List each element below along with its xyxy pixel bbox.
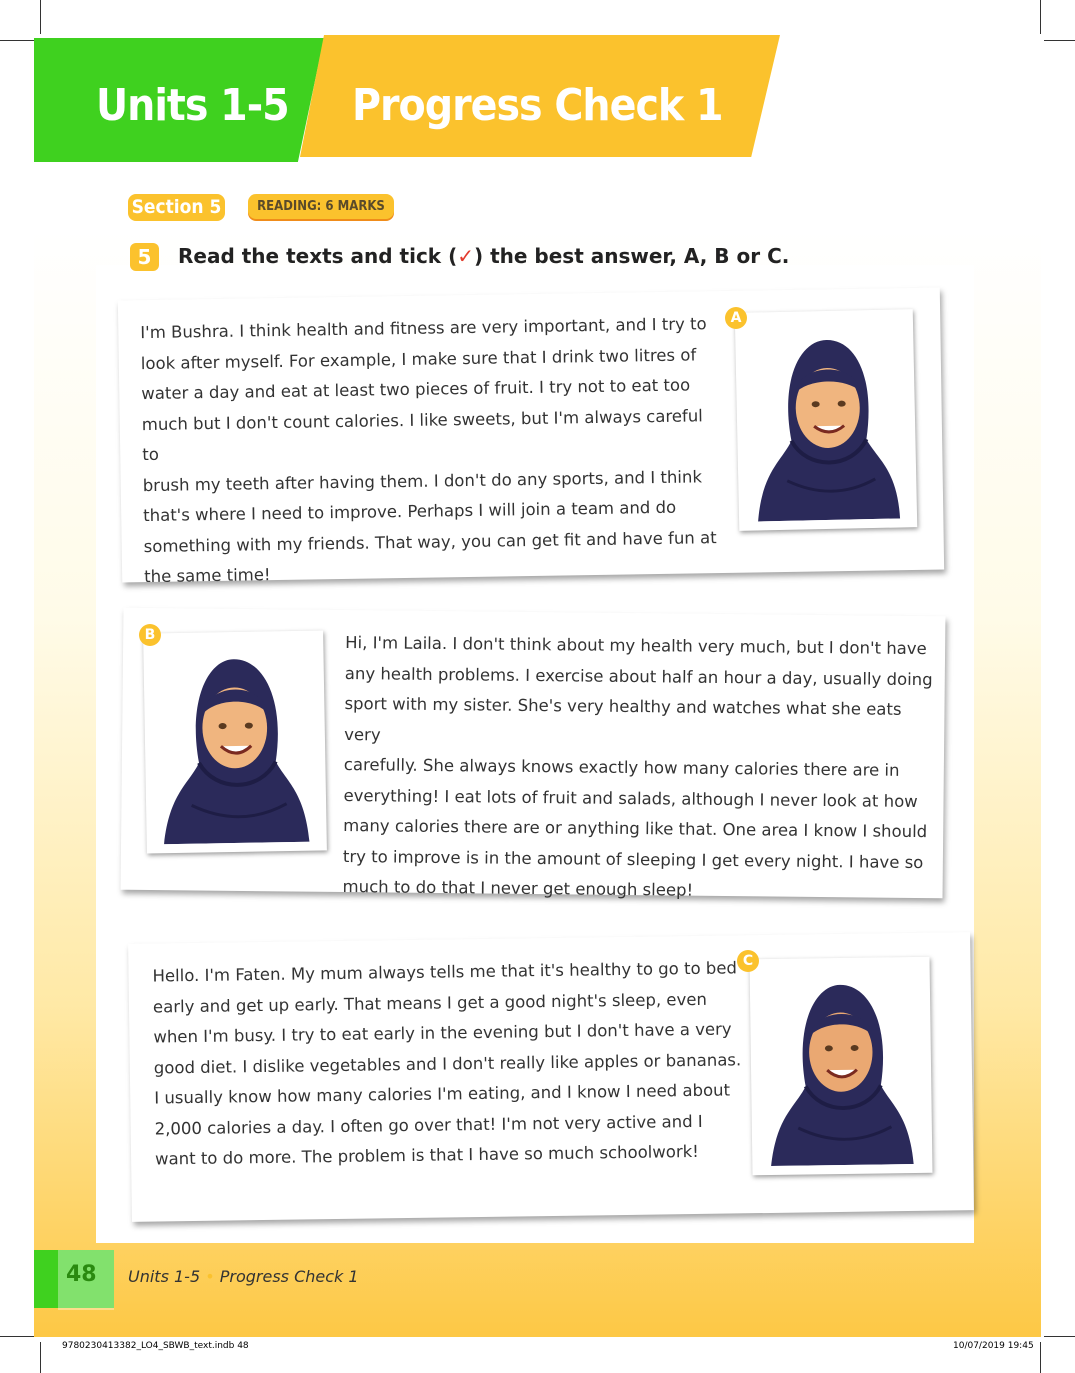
photo-c <box>750 957 933 1175</box>
answer-letter-a: A <box>725 307 747 329</box>
exercise-number: 5 <box>130 243 159 271</box>
girl-a-illustration <box>744 318 908 521</box>
crop-mark <box>1040 1342 1041 1373</box>
units-title: Units 1-5 <box>96 80 289 131</box>
footer-title: Units 1-5 • Progress Check 1 <box>128 1267 359 1286</box>
girl-c-illustration <box>759 966 924 1166</box>
text-a: I'm Bushra. I think health and fitness are very important, and I try to look after myself. For example, I make sure that I drink two litres of water a day and eat at least two pieces of fruit. I try not to eat too much but I don't count calories. I like sweets, but I'm always careful to brush my teeth after having them. I don't do any sports, and I think that's where I need to improve. Perhaps I will join a team and do something with my friends. That way, you can get fit and have fun at the same time! <box>140 314 717 587</box>
text-b: Hi, I'm Laila. I don't think about my health very much, but I don't have any health problems. I exercise about half an hour a day, usually doing sport with my sister. She's very healthy and watches what she eats very carefully. She always knows exactly how many calories there are in everything! I eat lots of fruit and salads, although I never look at how many calories there are or anything like that. One area I know I should try to improve is in the amount of sleeping I get every night. I have so much to do that I never get enough sleep! <box>342 633 933 900</box>
answer-letter-b: B <box>139 624 161 646</box>
crop-mark <box>40 0 41 34</box>
crop-mark <box>1044 40 1075 41</box>
girl-b-illustration <box>152 640 318 845</box>
answer-letter-c: C <box>737 950 759 972</box>
tick-icon: ✓ <box>457 244 474 268</box>
section-label: Section 5 <box>128 194 225 221</box>
page-number: 48 <box>66 1262 97 1287</box>
photo-a <box>735 309 918 531</box>
page-title: Progress Check 1 <box>352 80 723 131</box>
photo-b <box>143 630 327 853</box>
print-date-info: 10/07/2019 19:45 <box>953 1341 1034 1351</box>
marks-label: READING: 6 MARKS <box>248 194 394 219</box>
exercise-instruction: Read the texts and tick (✓) the best answer, A, B or C. <box>178 244 790 268</box>
crop-mark <box>40 1342 41 1373</box>
crop-mark <box>1044 1336 1075 1337</box>
crop-mark <box>0 40 34 41</box>
text-c: Hello. I'm Faten. My mum always tells me that it's healthy to go to bed early and get up early. That means I get a good night's sleep, even when I'm busy. I try to eat early in the evening but I don't have a very good diet. I dislike vegetables and I don't really like apples or bananas. I usually know how many calories I'm eating, and I know I need about 2,000 calories a day. I often go over that! I'm not very active and I want to do more. The problem is that I have so much schoolwork! <box>152 958 742 1169</box>
print-file-info: 9780230413382_LO4_SBWB_text.indb 48 <box>62 1341 249 1351</box>
crop-mark <box>0 1336 34 1337</box>
crop-mark <box>1040 0 1041 34</box>
